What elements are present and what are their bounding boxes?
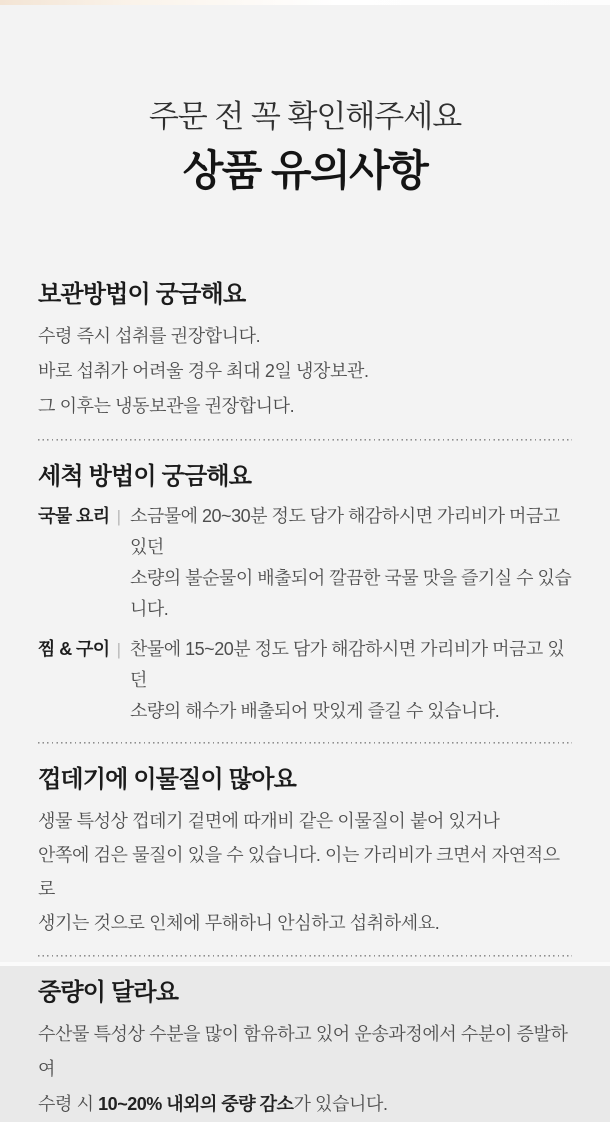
storage-line: 수령 즉시 섭취를 권장합니다. <box>38 326 261 346</box>
storage-heading: 보관방법이 궁금해요 <box>38 281 246 308</box>
notice-content <box>0 280 610 1122</box>
storage-line: 그 이후는 냉동보관을 권장합니다. <box>38 396 295 416</box>
washing-item-description <box>130 634 572 727</box>
weight-line-post: 가 있습니다. <box>293 1094 388 1114</box>
weight-line-pre: 수령 시 <box>38 1094 99 1114</box>
weight-line-emphasis <box>38 1087 572 1122</box>
section-weight <box>38 978 572 1122</box>
description-line: 소량의 해수가 배출되어 맛있게 즐길 수 있습니다. <box>130 701 500 721</box>
shell-line: 안쪽에 검은 물질이 있을 수 있습니다. 이는 가리비가 크면서 자연적으로 <box>38 845 560 899</box>
label-separator: | <box>116 640 121 659</box>
washing-heading: 세척 방법이 궁금해요 <box>38 463 252 490</box>
dotted-divider <box>38 439 572 441</box>
washing-item-description <box>130 501 572 625</box>
description-line: 찬물에 15~20분 정도 담가 해감하시면 가리비가 머금고 있던 <box>130 639 565 690</box>
section-storage <box>38 280 572 424</box>
storage-line: 바로 섭취가 어려울 경우 최대 2일 냉장보관. <box>38 361 369 381</box>
section-shell-debris <box>38 765 572 940</box>
dotted-divider <box>38 742 572 744</box>
label-separator: | <box>116 507 121 526</box>
washing-item-label: 국물 요리 <box>38 506 110 526</box>
shell-line: 생기는 것으로 인체에 무해하니 안심하고 섭취하세요. <box>38 913 440 933</box>
washing-item-steam-grill <box>38 634 572 727</box>
description-line: 소량의 불순물이 배출되어 깔끔한 국물 맛을 즐기실 수 있습니다. <box>129 568 572 619</box>
section-washing <box>38 462 572 727</box>
weight-loss-emphasis: 10~20% 내외의 중량 감소 <box>98 1094 294 1114</box>
washing-item-soup <box>38 501 572 625</box>
description-line: 소금물에 20~30분 정도 담가 해감하시면 가리비가 머금고 있던 <box>129 506 560 557</box>
bottom-edge-strip <box>0 962 610 966</box>
shell-heading: 껍데기에 이물질이 많아요 <box>38 766 296 793</box>
page-title: 상품 유의사항 <box>182 147 428 194</box>
weight-line: 수산물 특성상 수분을 많이 함유하고 있어 운송과정에서 수분이 증발하여 <box>38 1024 568 1079</box>
shell-line: 생물 특성상 껍데기 겉면에 따개비 같은 이물질이 붙어 있거나 <box>38 811 500 831</box>
weight-heading: 중량이 달라요 <box>38 979 179 1006</box>
washing-item-label: 찜 & 구이 <box>38 639 110 659</box>
top-edge-strip <box>0 0 610 5</box>
page-header <box>0 0 610 196</box>
dotted-divider <box>38 955 572 957</box>
header-subtitle: 주문 전 꼭 확인해주세요 <box>148 99 462 134</box>
